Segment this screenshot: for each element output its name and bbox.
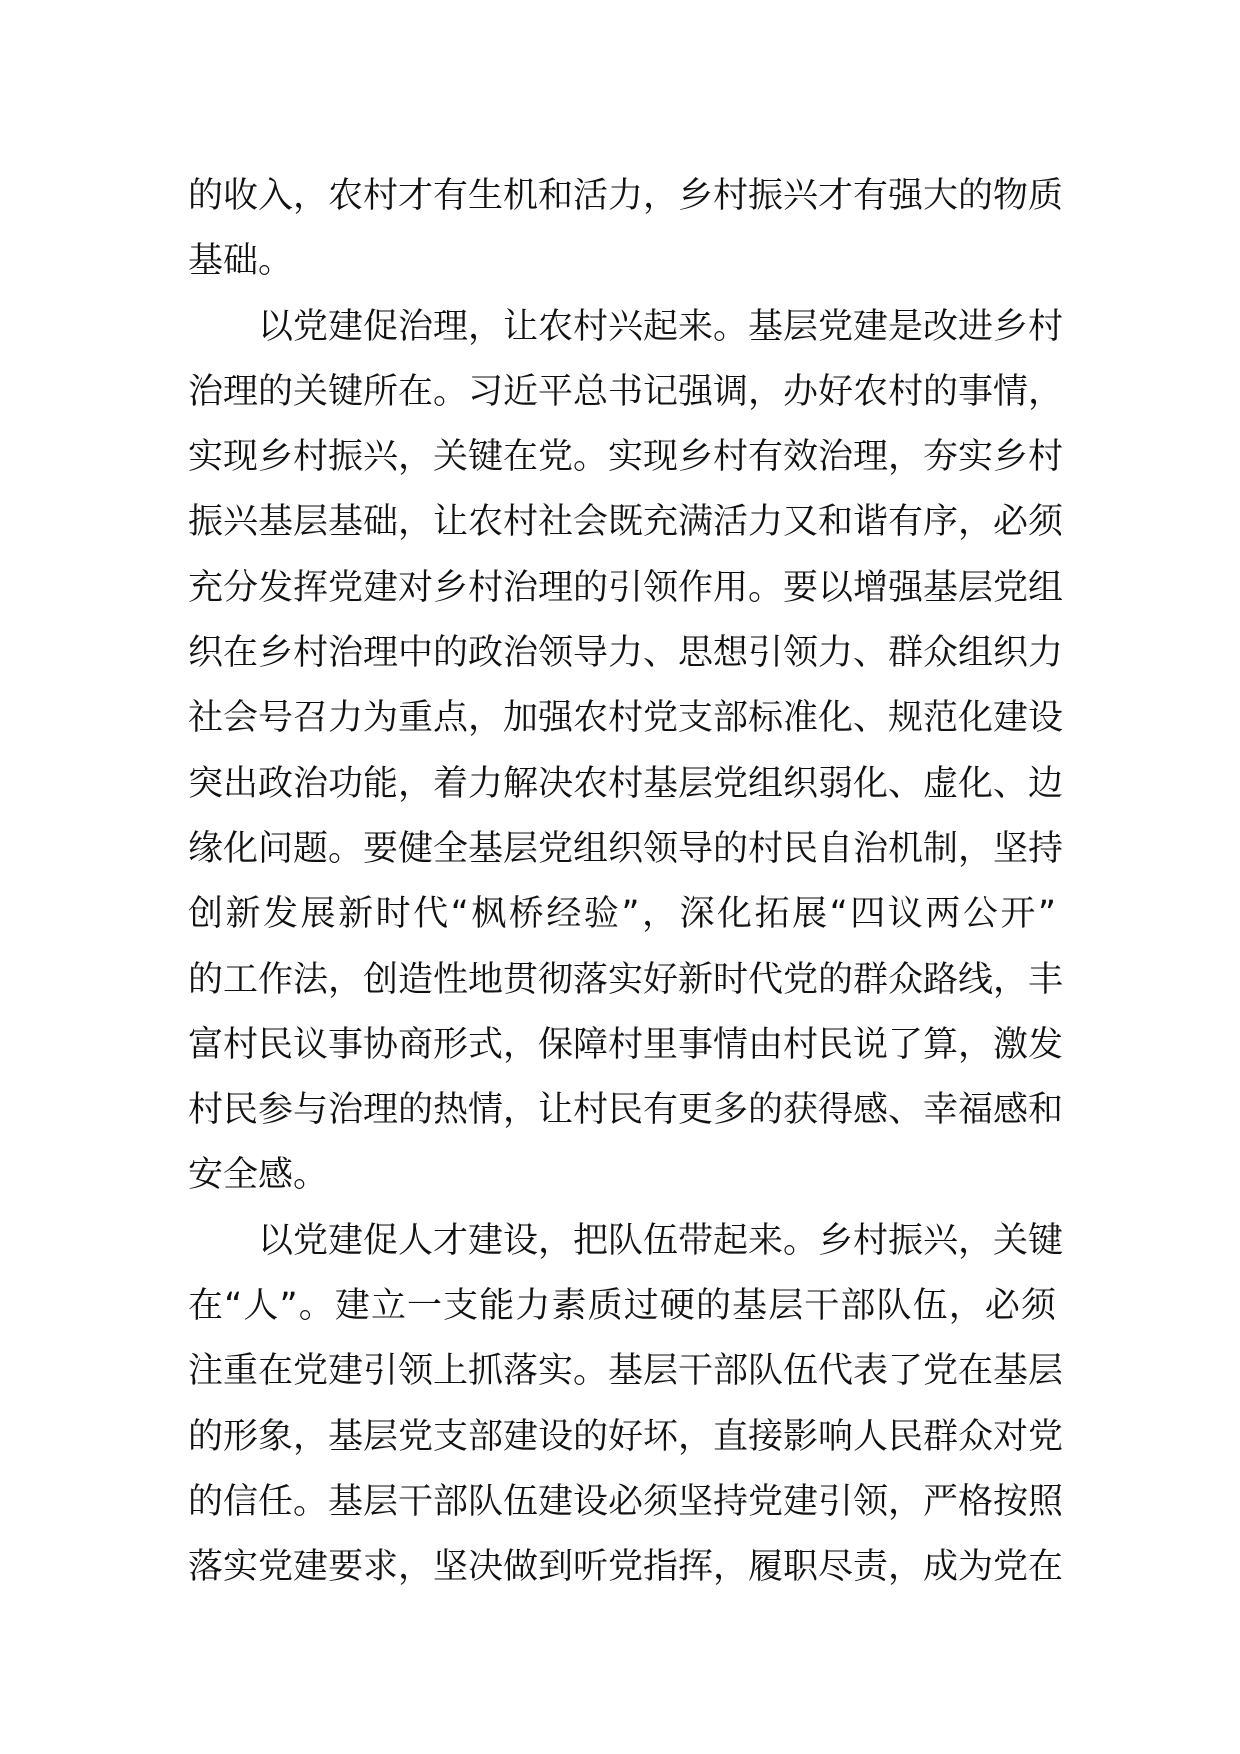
text-line: 突出政治功能，着力解决农村基层党组织弱化、虚化、边 [188, 763, 1064, 804]
text-line: 缘化问题。要健全基层党组织领导的村民自治机制，坚持 [188, 828, 1064, 869]
text-line: 的工作法，创造性地贯彻落实好新时代党的群众路线，丰 [188, 959, 1064, 1000]
text-line: 的形象，基层党支部建设的好坏，直接影响人民群众对党 [188, 1416, 1064, 1457]
text-line: 治理的关键所在。习近平总书记强调，办好农村的事情， [188, 371, 1064, 412]
text-line: 的信任。基层干部队伍建设必须坚持党建引领，严格按照 [188, 1481, 1064, 1522]
text-line: 基础。 [188, 241, 294, 282]
text-line: 织在乡村治理中的政治领导力、思想引领力、群众组织力 [188, 633, 1064, 674]
text-line: 实现乡村振兴，关键在党。实现乡村有效治理，夯实乡村 [188, 437, 1064, 478]
text-line: 振兴基层基础，让农村社会既充满活力又和谐有序，必须 [188, 502, 1064, 543]
text-line: 社会号召力为重点，加强农村党支部标准化、规范化建设 [188, 698, 1064, 739]
text-line: 注重在党建引领上抓落实。基层干部队伍代表了党在基层 [188, 1351, 1064, 1392]
text-line: 创新发展新时代“枫桥经验”，深化拓展“四议两公开” [188, 894, 1056, 935]
text-line: 的收入，农村才有生机和活力，乡村振兴才有强大的物质 [188, 176, 1064, 216]
text-line: 落实党建要求，坚决做到听党指挥，履职尽责，成为党在 [188, 1547, 1064, 1588]
body-text [188, 164, 1064, 1601]
text-line: 安全感。 [188, 1155, 329, 1196]
text-line: 富村民议事协商形式，保障村里事情由村民说了算，激发 [188, 1024, 1064, 1065]
text-line: 村民参与治理的热情，让村民有更多的获得感、幸福感和 [188, 1090, 1064, 1131]
text-line: 充分发挥党建对乡村治理的引领作用。要以增强基层党组 [188, 567, 1064, 608]
text-line: 在“人”。建立一支能力素质过硬的基层干部队伍，必须 [188, 1286, 1056, 1327]
paragraph-first-line: 以党建促人才建设，把队伍带起来。乡村振兴，关键 [258, 1220, 1064, 1261]
paragraph-first-line: 以党建促治理，让农村兴起来。基层党建是改进乡村 [258, 306, 1064, 347]
